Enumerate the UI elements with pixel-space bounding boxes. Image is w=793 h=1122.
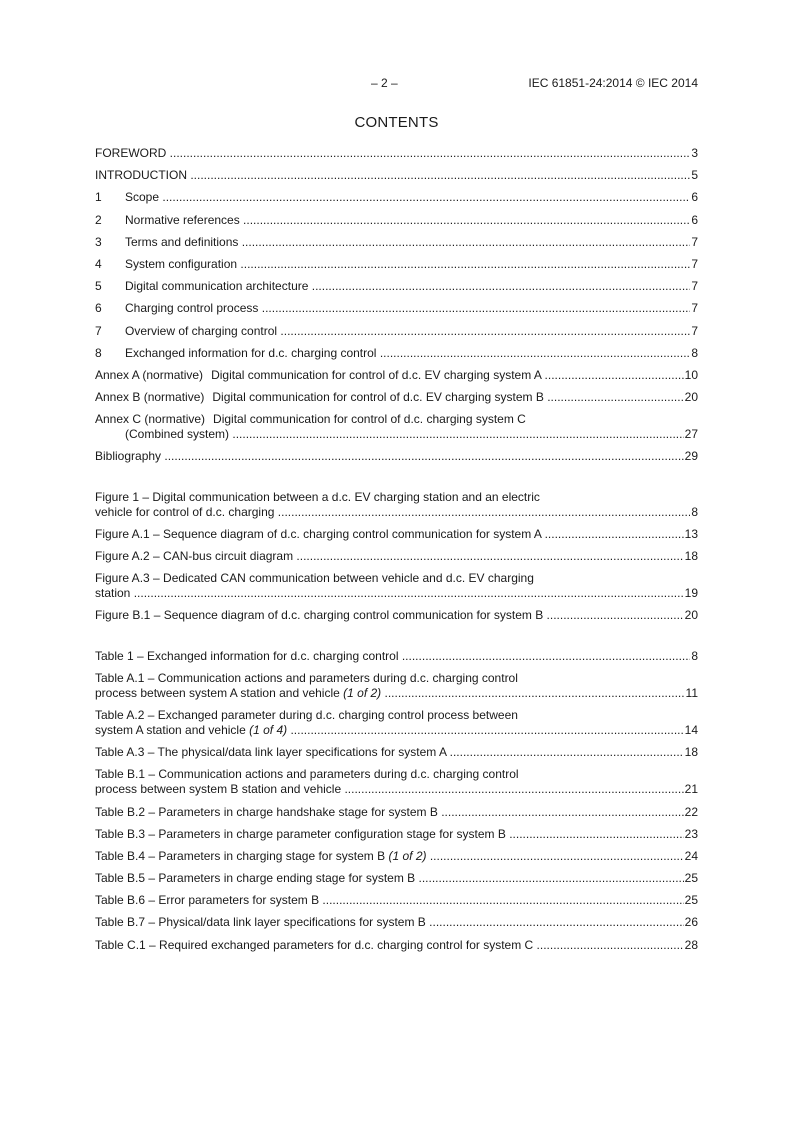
page-ref: 7 (691, 279, 698, 294)
toc-entry-section-6[interactable]: 6 Charging control process ..... 7 (95, 301, 698, 316)
toc-entry-table-b5[interactable]: Table B.5 – Parameters in charge ending stage for system B ..... 25 (95, 871, 698, 886)
page-ref: 23 (684, 826, 698, 841)
page-ref: 8 (691, 504, 698, 519)
annex-label: Annex B (normative) (95, 390, 205, 405)
page-ref: 7 (691, 323, 698, 338)
toc-entry-figure-1[interactable]: Figure 1 – Digital communication between a d.c. EV charging station and an electric vehicle for control of d.c. charging ..... 8 (95, 490, 698, 520)
page-ref: 6 (691, 212, 698, 227)
section-number: 8 (95, 345, 102, 360)
page-ref: 25 (684, 871, 698, 886)
page-ref: 20 (684, 390, 698, 405)
toc-entry-annex-a[interactable]: Annex A (normative) Digital communication for control of d.c. EV charging system A ..... 10 (95, 368, 698, 383)
toc-entry-table-b6[interactable]: Table B.6 – Error parameters for system B ..... 25 (95, 893, 698, 908)
document-reference: IEC 61851-24:2014 © IEC 2014 (528, 76, 698, 90)
page-ref: 29 (684, 449, 698, 464)
toc-entry-foreword[interactable]: FOREWORD ..... 3 (95, 146, 698, 161)
toc-entry-introduction[interactable]: INTRODUCTION ..... 5 (95, 168, 698, 183)
page-ref: 8 (691, 648, 698, 663)
page-ref: 14 (684, 722, 698, 737)
page-ref: 13 (684, 526, 698, 541)
toc-entry-table-b3[interactable]: Table B.3 – Parameters in charge parameter configuration stage for system B ..... 23 (95, 827, 698, 842)
toc-entry-figure-b1[interactable]: Figure B.1 – Sequence diagram of d.c. charging control communication for system B ..... 20 (95, 608, 698, 623)
page-ref: 11 (685, 685, 698, 700)
toc-entry-section-1[interactable]: 1 Scope ..... 6 (95, 190, 698, 205)
page-ref: 27 (684, 427, 698, 442)
toc-entry-annex-c[interactable]: Annex C (normative) Digital communication for control of d.c. charging system C (Combined system) ..... 27 (95, 412, 698, 442)
page-ref: 25 (684, 893, 698, 908)
annex-label: Annex A (normative) (95, 367, 204, 382)
toc-entry-table-b2[interactable]: Table B.2 – Parameters in charge handshake stage for system B ..... 22 (95, 805, 698, 820)
page-number: – 2 – (371, 76, 398, 90)
toc-entry-table-a2[interactable]: Table A.2 – Exchanged parameter during d.c. charging control process between system A station and vehicle (1 of 4) ..... 14 (95, 708, 698, 738)
toc-entry-table-b4[interactable]: Table B.4 – Parameters in charging stage for system B (1 of 2) ..... 24 (95, 849, 698, 864)
page-ref: 6 (691, 190, 698, 205)
page-ref: 28 (684, 937, 698, 952)
toc-entry-section-5[interactable]: 5 Digital communication architecture ..... 7 (95, 279, 698, 294)
page-ref: 18 (684, 549, 698, 563)
toc-entry-table-b7[interactable]: Table B.7 – Physical/data link layer specifications for system B ..... 26 (95, 915, 698, 930)
toc-entry-section-7[interactable]: 7 Overview of charging control ..... 7 (95, 324, 698, 339)
page-ref: 3 (691, 146, 698, 160)
section-number: 3 (95, 234, 102, 249)
toc-entry-figure-a2[interactable]: Figure A.2 – CAN-bus circuit diagram ..... 18 (95, 549, 698, 564)
page-ref: 26 (684, 915, 698, 930)
page-ref: 7 (691, 256, 698, 271)
toc-entry-bibliography[interactable]: Bibliography ..... 29 (95, 449, 698, 464)
page-ref: 19 (684, 586, 698, 601)
toc-entry-annex-b[interactable]: Annex B (normative) Digital communication for control of d.c. EV charging system B ..... 20 (95, 390, 698, 405)
page-header (95, 76, 698, 92)
toc-entry-section-2[interactable]: 2 Normative references ..... 6 (95, 213, 698, 228)
section-number: 7 (95, 323, 102, 338)
page-ref: 21 (684, 782, 698, 797)
toc-entry-table-a3[interactable]: Table A.3 – The physical/data link layer specifications for system A ..... 18 (95, 745, 698, 760)
toc-entry-section-3[interactable]: 3 Terms and definitions ..... 7 (95, 235, 698, 250)
toc-entry-table-c1[interactable]: Table C.1 – Required exchanged parameters for d.c. charging control for system C ..... 28 (95, 938, 698, 953)
contents-title: CONTENTS (354, 114, 439, 131)
page-ref: 7 (691, 234, 698, 249)
section-number: 2 (95, 212, 102, 227)
section-number: 1 (95, 190, 102, 205)
toc-entry-table-a1[interactable]: Table A.1 – Communication actions and parameters during d.c. charging control process between system A station and vehicle (1 of 2) ..... 11 (95, 671, 698, 701)
annex-label: Annex C (normative) (95, 412, 206, 427)
section-number: 4 (95, 256, 102, 271)
page-ref: 7 (691, 301, 698, 316)
table-of-contents (95, 146, 698, 960)
toc-entry-section-4[interactable]: 4 System configuration ..... 7 (95, 257, 698, 272)
section-number: 6 (95, 301, 102, 316)
page-ref: 5 (691, 168, 698, 183)
toc-entry-figure-a1[interactable]: Figure A.1 – Sequence diagram of d.c. charging control communication for system A ..... 13 (95, 527, 698, 542)
page-ref: 18 (684, 745, 698, 760)
section-number: 5 (95, 279, 102, 294)
page-ref: 8 (691, 345, 698, 360)
page-ref: 10 (684, 367, 698, 382)
page-ref: 20 (684, 608, 698, 623)
toc-entry-section-8[interactable]: 8 Exchanged information for d.c. charging control ..... 8 (95, 346, 698, 361)
toc-entry-figure-a3[interactable]: Figure A.3 – Dedicated CAN communication between vehicle and d.c. EV charging station ..... 19 (95, 571, 698, 601)
page-ref: 22 (684, 804, 698, 819)
toc-entry-table-1[interactable]: Table 1 – Exchanged information for d.c. charging control ..... 8 (95, 649, 698, 664)
page-ref: 24 (684, 848, 698, 863)
toc-entry-table-b1[interactable]: Table B.1 – Communication actions and parameters during d.c. charging control process between system B station and vehicle ..... 21 (95, 767, 698, 797)
